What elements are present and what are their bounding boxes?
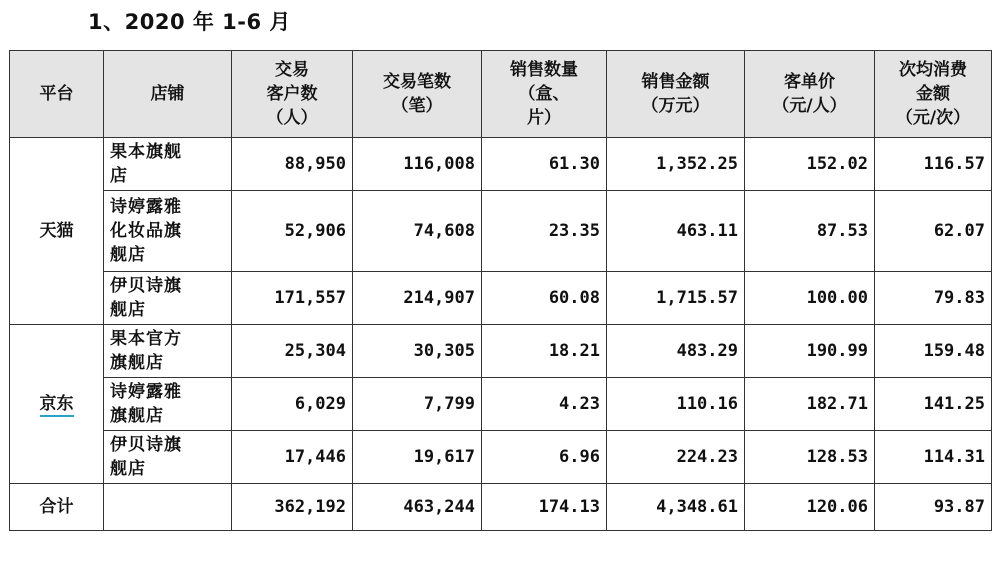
quantity-cell: 4.23 <box>482 378 607 431</box>
avg-spend-cell: 141.25 <box>875 378 992 431</box>
header-customers: 交易 客户数 （人） <box>232 51 353 138</box>
header-orders: 交易笔数 （笔） <box>353 51 482 138</box>
table-row <box>10 138 992 191</box>
unit-price-cell: 87.53 <box>745 191 875 272</box>
store-cell: 伊贝诗旗 舰店 <box>104 272 232 325</box>
customers-cell: 88,950 <box>232 138 353 191</box>
total-unit-price-cell: 120.06 <box>745 484 875 531</box>
orders-cell: 214,907 <box>353 272 482 325</box>
amount-cell: 224.23 <box>607 431 745 484</box>
header-unit-price: 客单价 （元/人） <box>745 51 875 138</box>
header-store: 店铺 <box>104 51 232 138</box>
total-customers-cell: 362,192 <box>232 484 353 531</box>
platform-label-jd: 京东 <box>40 394 74 417</box>
avg-spend-cell: 62.07 <box>875 191 992 272</box>
total-avg-spend-cell: 93.87 <box>875 484 992 531</box>
customers-cell: 25,304 <box>232 325 353 378</box>
orders-cell: 74,608 <box>353 191 482 272</box>
total-orders-cell: 463,244 <box>353 484 482 531</box>
store-cell: 果本旗舰 店 <box>104 138 232 191</box>
customers-cell: 171,557 <box>232 272 353 325</box>
store-cell: 果本官方 旗舰店 <box>104 325 232 378</box>
total-amount-cell: 4,348.61 <box>607 484 745 531</box>
header-avg-spend: 次均消费 金额 （元/次） <box>875 51 992 138</box>
sales-table <box>9 50 992 531</box>
platform-cell-tmall <box>10 138 104 325</box>
avg-spend-cell: 159.48 <box>875 325 992 378</box>
header-amount: 销售金额 （万元） <box>607 51 745 138</box>
total-quantity-cell: 174.13 <box>482 484 607 531</box>
table-header-row <box>10 51 992 138</box>
platform-cell-jd <box>10 325 104 484</box>
table-caption: 1、2020 年 1-6 月 <box>88 10 291 34</box>
table-row <box>10 378 992 431</box>
table-row <box>10 191 992 272</box>
customers-cell: 52,906 <box>232 191 353 272</box>
avg-spend-cell: 116.57 <box>875 138 992 191</box>
unit-price-cell: 182.71 <box>745 378 875 431</box>
customers-cell: 6,029 <box>232 378 353 431</box>
customers-cell: 17,446 <box>232 431 353 484</box>
avg-spend-cell: 114.31 <box>875 431 992 484</box>
unit-price-cell: 100.00 <box>745 272 875 325</box>
avg-spend-cell: 79.83 <box>875 272 992 325</box>
amount-cell: 483.29 <box>607 325 745 378</box>
orders-cell: 7,799 <box>353 378 482 431</box>
quantity-cell: 6.96 <box>482 431 607 484</box>
store-cell: 伊贝诗旗 舰店 <box>104 431 232 484</box>
table-row <box>10 431 992 484</box>
amount-cell: 463.11 <box>607 191 745 272</box>
platform-label-tmall: 天猫 <box>39 221 74 241</box>
total-store-cell <box>104 484 232 531</box>
quantity-cell: 61.30 <box>482 138 607 191</box>
amount-cell: 1,715.57 <box>607 272 745 325</box>
orders-cell: 116,008 <box>353 138 482 191</box>
orders-cell: 30,305 <box>353 325 482 378</box>
header-quantity: 销售数量 （盒、 片） <box>482 51 607 138</box>
quantity-cell: 23.35 <box>482 191 607 272</box>
table-row <box>10 325 992 378</box>
total-label: 合计 <box>10 484 104 531</box>
store-cell: 诗婷露雅 旗舰店 <box>104 378 232 431</box>
header-platform: 平台 <box>10 51 104 138</box>
amount-cell: 1,352.25 <box>607 138 745 191</box>
unit-price-cell: 128.53 <box>745 431 875 484</box>
unit-price-cell: 152.02 <box>745 138 875 191</box>
quantity-cell: 60.08 <box>482 272 607 325</box>
store-cell: 诗婷露雅 化妆品旗 舰店 <box>104 191 232 272</box>
orders-cell: 19,617 <box>353 431 482 484</box>
total-row <box>10 484 992 531</box>
amount-cell: 110.16 <box>607 378 745 431</box>
quantity-cell: 18.21 <box>482 325 607 378</box>
unit-price-cell: 190.99 <box>745 325 875 378</box>
table-row <box>10 272 992 325</box>
